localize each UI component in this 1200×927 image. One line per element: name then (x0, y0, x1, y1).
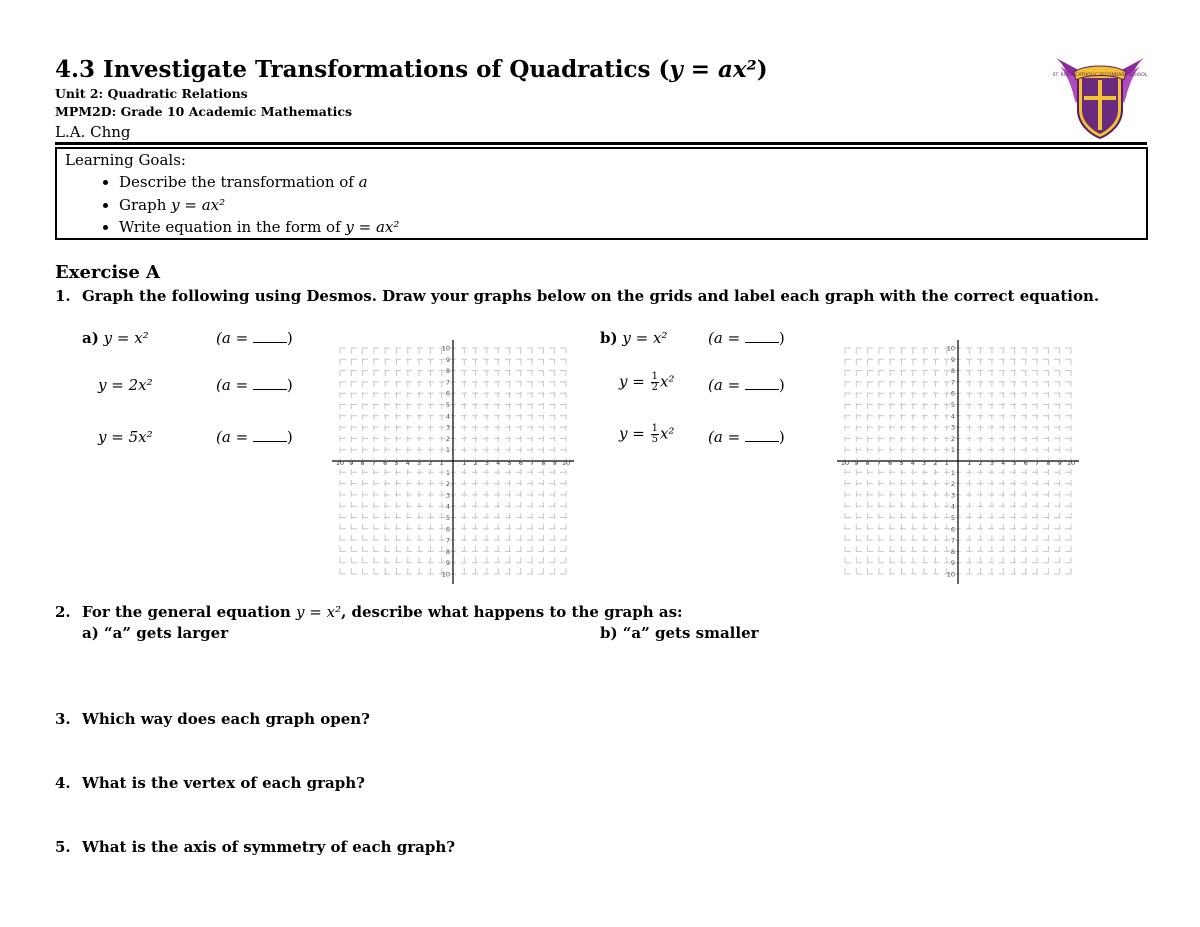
x-tick-label: 7 (530, 459, 535, 467)
y-tick-label: 9 (950, 355, 955, 364)
question-3: 3. Which way does each graph open? (55, 710, 370, 728)
y-tick-label: 3 (445, 423, 450, 432)
y-tick-label: 2 (950, 434, 955, 443)
x-tick-label: 5 (1012, 459, 1017, 467)
x-tick-label: 5 (899, 459, 904, 467)
y-tick-label: 7 (950, 536, 955, 545)
part-a-blank2[interactable]: (a = ) (216, 376, 293, 394)
x-tick-label: 8 (360, 459, 365, 467)
y-tick-label: 6 (445, 525, 450, 534)
y-tick-label: 4 (445, 412, 450, 421)
y-tick-label: 10 (441, 570, 450, 579)
x-tick-label: 8 (541, 459, 546, 467)
part-a-blank3[interactable]: (a = ) (216, 428, 293, 446)
y-tick-label: 1 (445, 468, 450, 477)
x-tick-label: 8 (1046, 459, 1051, 467)
y-tick-label: 2 (950, 480, 955, 489)
y-tick-label: 6 (950, 525, 955, 534)
x-tick-label: 2 (473, 459, 478, 467)
y-tick-label: 1 (950, 446, 955, 455)
x-tick-label: 5 (394, 459, 399, 467)
author-label: L.A. Chng (55, 123, 131, 141)
question-2: 2. For the general equation y = x², describe what happens to the graph as: (55, 603, 683, 621)
y-tick-label: 6 (950, 389, 955, 398)
y-tick-label: 4 (445, 502, 450, 511)
question-5: 5. What is the axis of symmetry of each graph? (55, 838, 456, 856)
part-b-blank3[interactable]: (a = ) (708, 428, 785, 446)
x-tick-label: 5 (507, 459, 512, 467)
goal-item: • Describe the transformation of a (119, 171, 399, 194)
x-tick-label: 4 (496, 459, 501, 467)
question-2a: a) “a” gets larger (82, 624, 229, 642)
x-tick-label: 1 (967, 459, 972, 467)
y-tick-label: 9 (950, 559, 955, 568)
x-tick-label: 7 (876, 459, 881, 467)
part-b-eq3: y = $\frac{1}{5}$ x² (619, 423, 675, 445)
x-tick-label: 10 (561, 459, 571, 467)
y-tick-label: 8 (950, 367, 955, 376)
title-math: y = ax² (669, 56, 757, 83)
y-tick-label: 10 (946, 344, 955, 353)
question-2b: b) “a” gets smaller (600, 624, 759, 642)
y-tick-label: 7 (950, 378, 955, 387)
coordinate-grid-b[interactable] (830, 330, 1090, 585)
x-tick-label: 6 (518, 459, 523, 467)
y-tick-label: 6 (445, 389, 450, 398)
part-a-eq1: a) y = x² (82, 329, 149, 347)
exercise-heading: Exercise A (55, 262, 161, 283)
x-tick-label: 7 (371, 459, 376, 467)
x-tick-label: 1 (462, 459, 467, 467)
x-tick-label: 4 (405, 459, 410, 467)
x-tick-label: 10 (840, 459, 850, 467)
x-tick-label: 9 (1057, 459, 1062, 467)
part-b-blank2[interactable]: (a = ) (708, 376, 785, 394)
y-tick-label: 4 (950, 502, 955, 511)
x-tick-label: 4 (910, 459, 915, 467)
question-1: 1. Graph the following using Desmos. Draw your graphs below on the grids and label each graph with the correct equation. (55, 287, 1100, 305)
y-tick-label: 5 (950, 514, 955, 522)
x-tick-label: 6 (1023, 459, 1028, 467)
y-tick-label: 5 (445, 401, 450, 409)
part-b-blank1[interactable]: (a = ) (708, 329, 785, 347)
part-a-eq3: y = 5x² (98, 428, 153, 446)
y-tick-label: 2 (445, 480, 450, 489)
goal-item: • Write equation in the form of y = ax² (119, 216, 399, 239)
learning-goals-heading: Learning Goals: (65, 151, 186, 169)
y-tick-label: 5 (445, 514, 450, 522)
x-tick-label: 7 (1035, 459, 1040, 467)
x-tick-label: 8 (865, 459, 870, 467)
x-tick-label: 3 (922, 459, 927, 467)
coordinate-grid-a[interactable] (325, 330, 585, 585)
part-b-eq1: b) y = x² (600, 329, 668, 347)
x-tick-label: 4 (1001, 459, 1006, 467)
x-tick-label: 9 (349, 459, 354, 467)
y-tick-label: 1 (950, 468, 955, 477)
y-tick-label: 3 (950, 423, 955, 432)
x-tick-label: 3 (989, 459, 994, 467)
y-tick-label: 7 (445, 536, 450, 545)
x-tick-label: 10 (1066, 459, 1076, 467)
y-tick-label: 9 (445, 559, 450, 568)
y-tick-label: 4 (950, 412, 955, 421)
x-tick-label: 9 (854, 459, 859, 467)
y-tick-label: 1 (445, 446, 450, 455)
y-tick-label: 8 (445, 547, 450, 556)
y-tick-label: 3 (445, 491, 450, 500)
x-tick-label: 2 (933, 459, 938, 467)
x-tick-label: 9 (552, 459, 557, 467)
x-tick-label: 2 (428, 459, 433, 467)
y-tick-label: 10 (441, 344, 450, 353)
x-tick-label: 10 (335, 459, 345, 467)
y-tick-label: 9 (445, 355, 450, 364)
part-a-eq2: y = 2x² (98, 376, 153, 394)
logo-text: ST. ROCH CATHOLIC SECONDARY SCHOOL (1052, 73, 1148, 78)
header-rule (55, 142, 1147, 145)
y-tick-label: 8 (445, 367, 450, 376)
x-tick-label: 1 (439, 459, 444, 467)
part-b-eq2: y = $\frac{1}{2}$ x² (619, 371, 675, 393)
question-4: 4. What is the vertex of each graph? (55, 774, 365, 792)
y-tick-label: 7 (445, 378, 450, 387)
y-tick-label: 5 (950, 401, 955, 409)
x-tick-label: 3 (484, 459, 489, 467)
x-tick-label: 2 (978, 459, 983, 467)
goal-item: • Graph y = ax² (119, 194, 399, 217)
learning-goals-box (55, 147, 1148, 240)
y-tick-label: 8 (950, 547, 955, 556)
y-tick-label: 2 (445, 434, 450, 443)
y-tick-label: 3 (950, 491, 955, 500)
school-crest-logo (1052, 52, 1148, 140)
learning-goals-list (93, 171, 399, 239)
page-title: 4.3 Investigate Transformations of Quadratics (y = ax²) (55, 56, 768, 83)
x-tick-label: 3 (417, 459, 422, 467)
x-tick-label: 1 (944, 459, 949, 467)
course-label: MPM2D: Grade 10 Academic Mathematics (55, 104, 353, 119)
x-tick-label: 6 (888, 459, 893, 467)
part-a-blank1[interactable]: (a = ) (216, 329, 293, 347)
unit-label: Unit 2: Quadratic Relations (55, 86, 248, 101)
x-tick-label: 6 (383, 459, 388, 467)
y-tick-label: 10 (946, 570, 955, 579)
